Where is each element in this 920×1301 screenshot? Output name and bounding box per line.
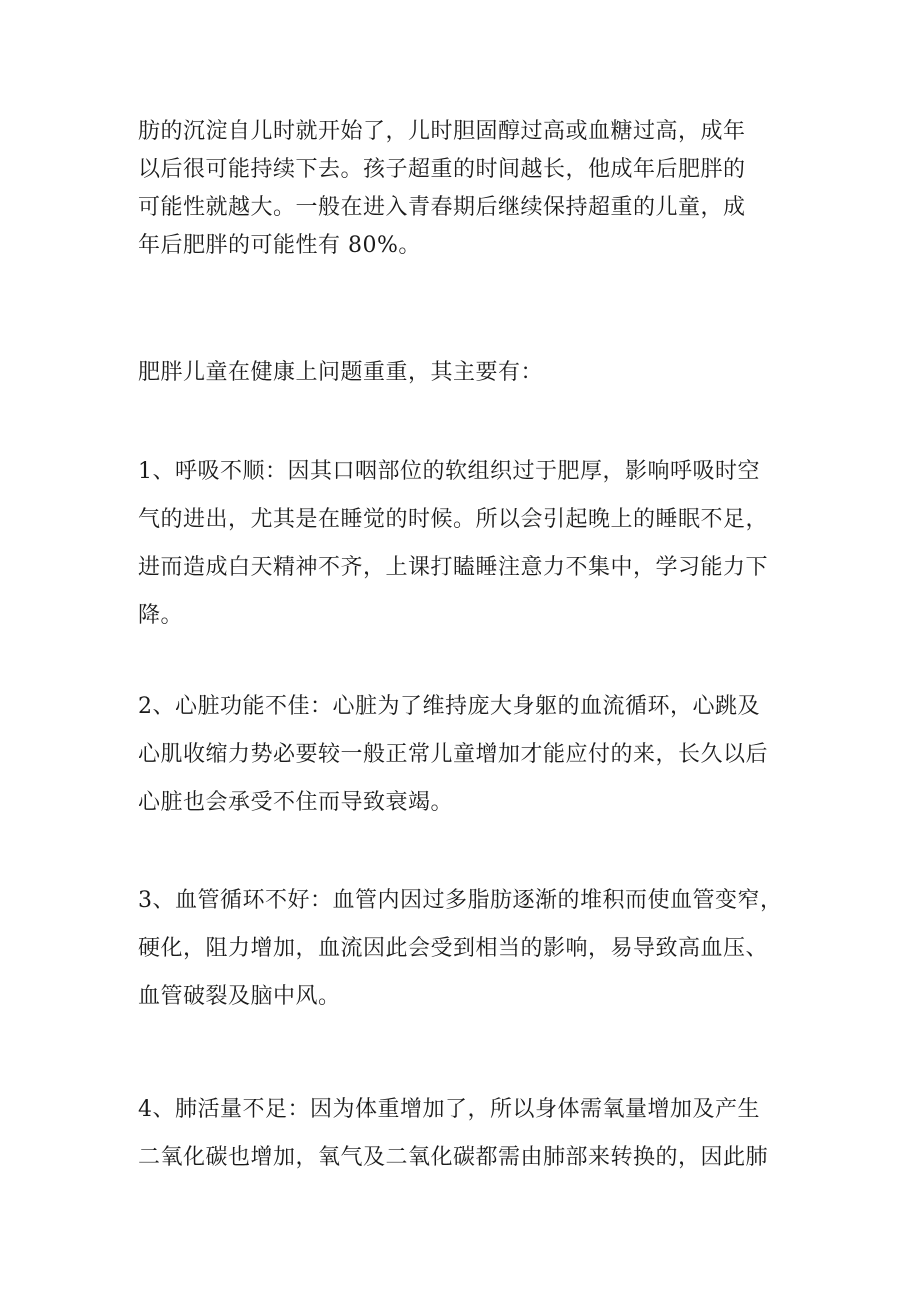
intro-paragraph (138, 113, 746, 265)
text-line: 气的进出，尤其是在睡觉的时候。所以会引起晚上的睡眠不足， (138, 507, 769, 532)
text-line: 降。 (138, 603, 184, 628)
text-line: 可能性就越大。一般在进入青春期后继续保持超重的儿童，成 (138, 195, 746, 220)
text-line: 4、肺活量不足：因为体重增加了，所以身体需氧量增加及产生 (138, 1097, 760, 1122)
text-line: 1、呼吸不顺：因其口咽部位的软组织过于肥厚，影响呼吸时空 (138, 459, 760, 484)
item-paragraph-3 (138, 877, 783, 1021)
text-line: 年后肥胖的可能性有 80%。 (138, 233, 421, 258)
text-line: 2、心脏功能不佳：心脏为了维持庞大身躯的血流循环，心跳及 (138, 694, 760, 719)
text-line: 心脏也会承受不住而导致衰竭。 (138, 790, 454, 815)
text-line: 心肌收缩力势必要较一般正常儿童增加才能应付的来，长久以后 (138, 742, 769, 767)
text-line: 3、血管循环不好：血管内因过多脂肪逐渐的堆积而使血管变窄， (138, 888, 783, 913)
text-line: 以后很可能持续下去。孩子超重的时间越长，他成年后肥胖的 (138, 157, 746, 182)
lead-paragraph (138, 354, 543, 392)
text-line: 二氧化碳也增加，氧气及二氧化碳都需由肺部来转换的，因此肺 (138, 1145, 769, 1170)
text-line: 进而造成白天精神不齐，上课打瞌睡注意力不集中，学习能力下 (138, 555, 769, 580)
text-line: 肪的沉淀自儿时就开始了，儿时胆固醇过高或血糖过高，成年 (138, 119, 746, 144)
text-line: 硬化，阻力增加，血流因此会受到相当的影响，易导致高血压、 (138, 936, 769, 961)
item-paragraph-4 (138, 1086, 768, 1182)
item-paragraph-1 (138, 448, 768, 640)
text-line: 血管破裂及脑中风。 (138, 984, 341, 1009)
text-line: 肥胖儿童在健康上问题重重，其主要有： (138, 360, 544, 385)
item-paragraph-2 (138, 683, 768, 827)
